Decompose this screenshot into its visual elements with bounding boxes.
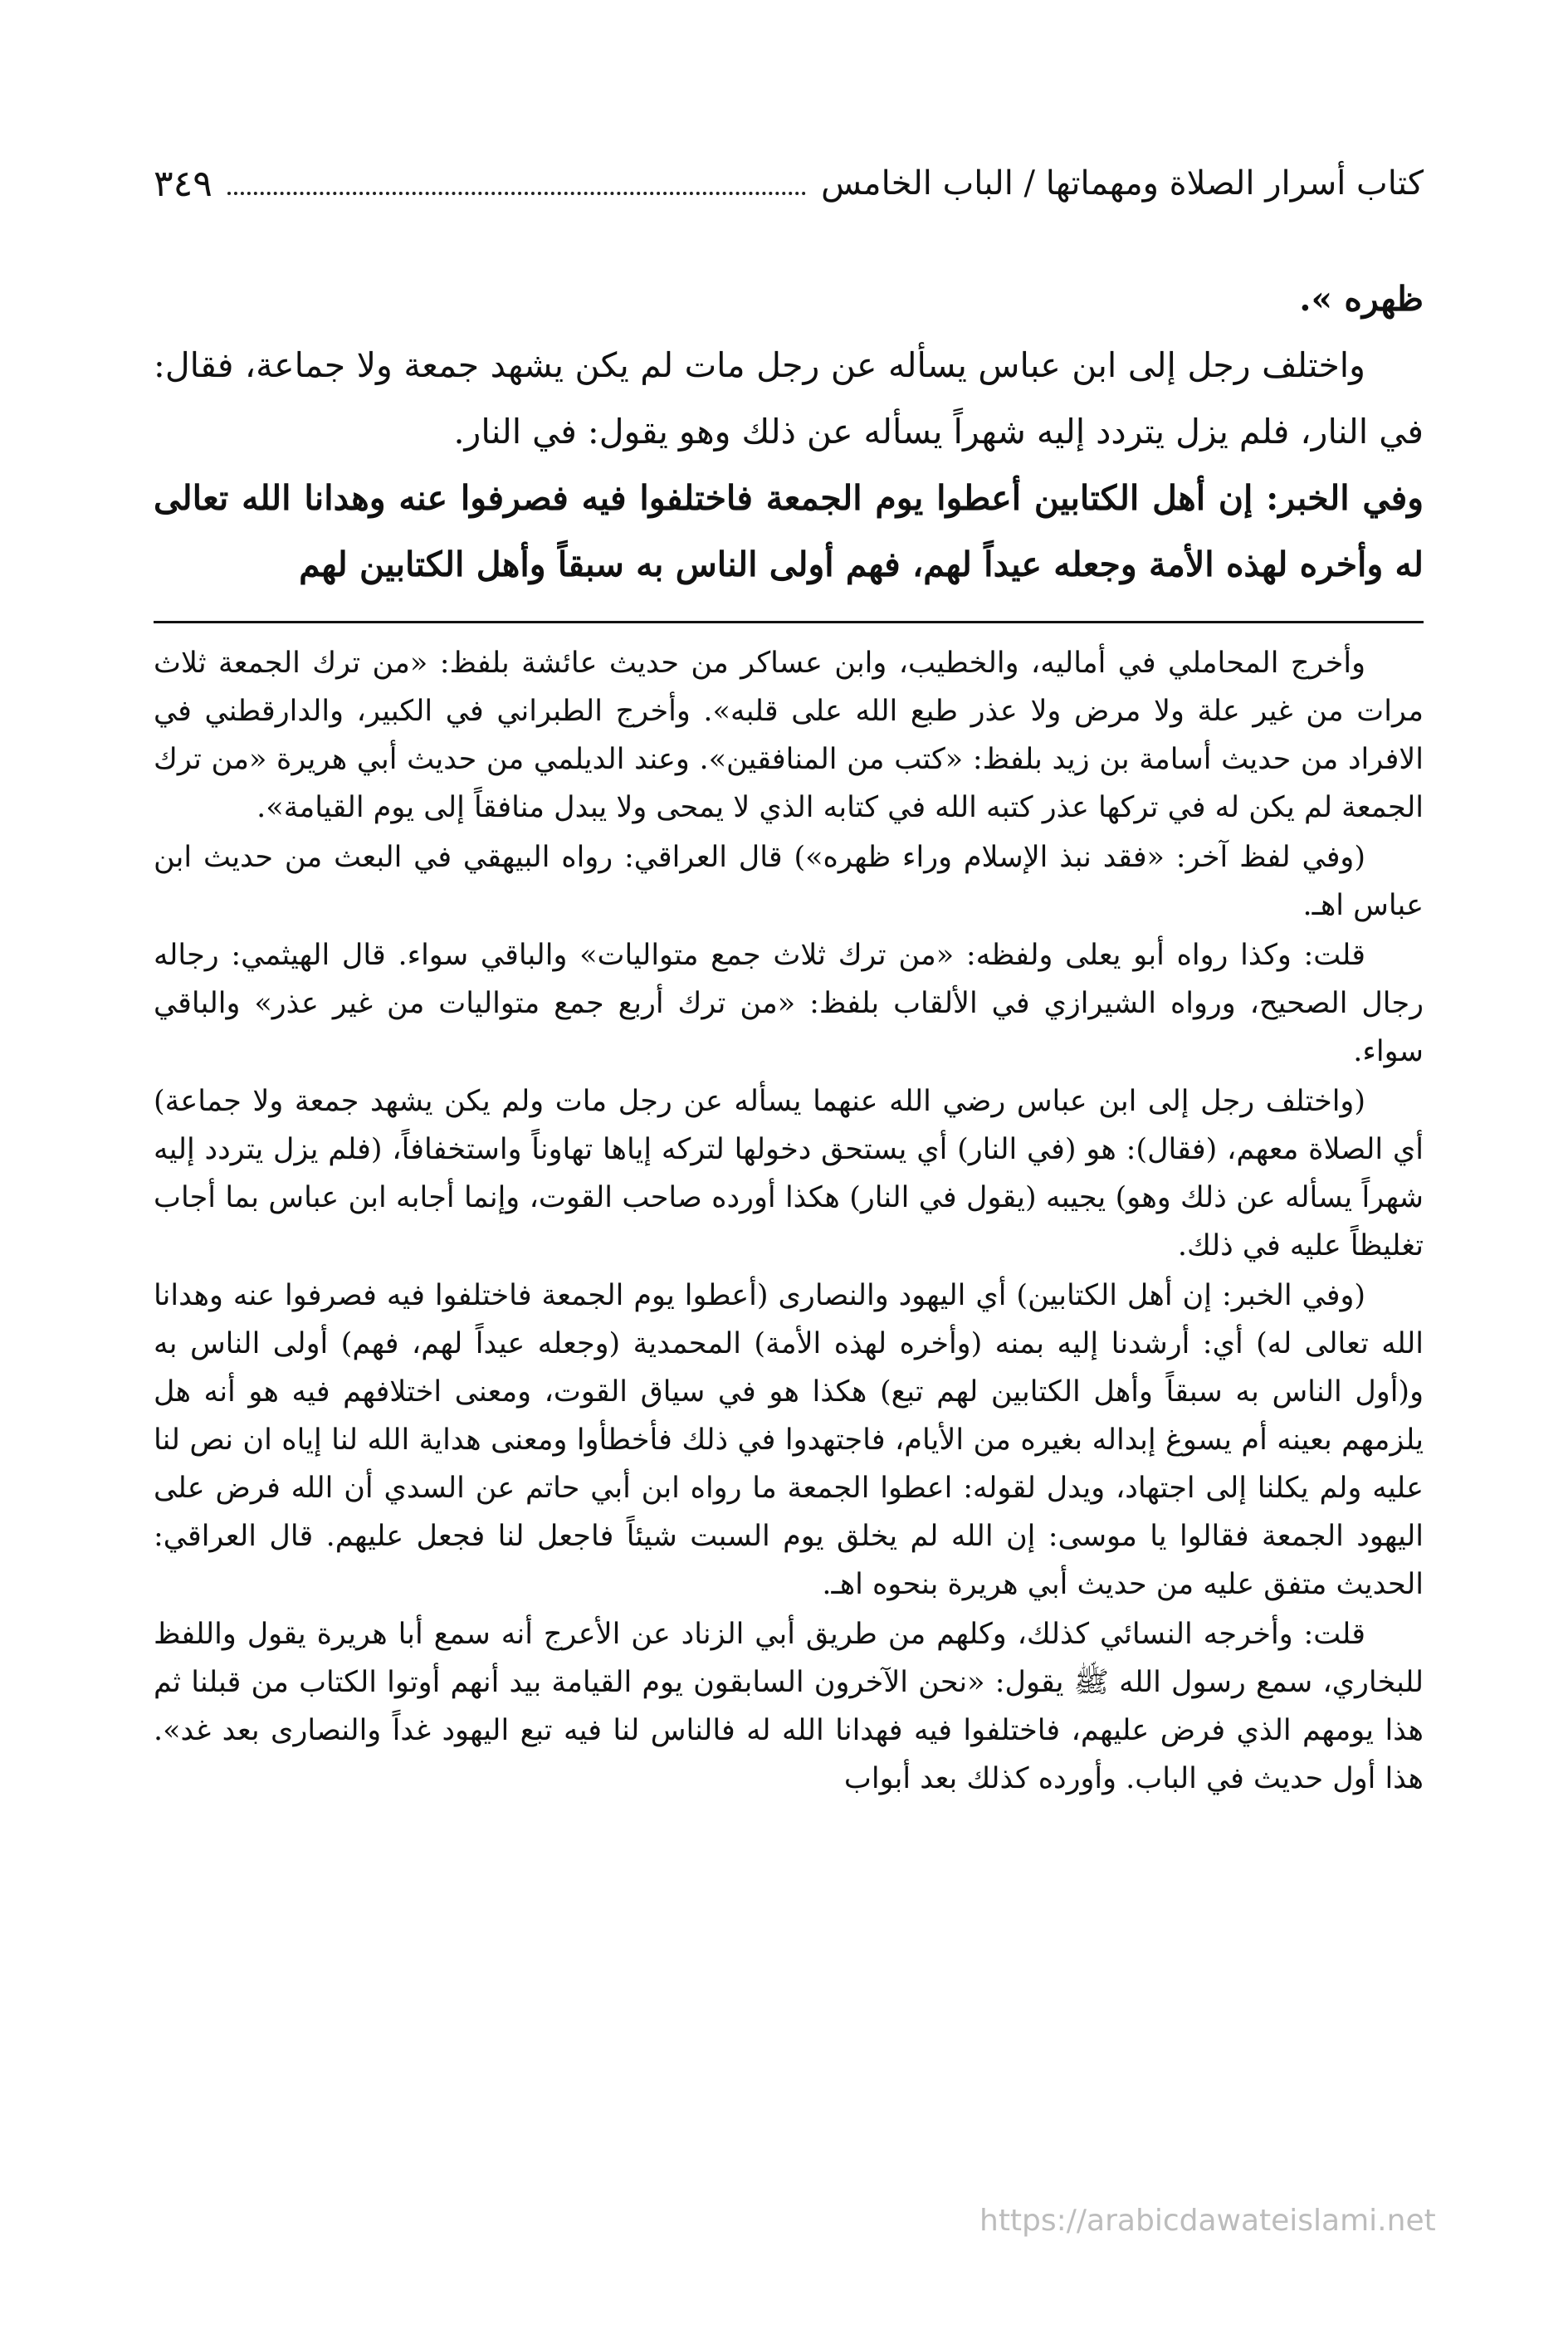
commentary-paragraph-6: قلت: وأخرجه النسائي كذلك، وكلهم من طريق أبي الزناد عن الأعرج أنه سمع أبا هريرة يقول واللفظ للبخاري، سمع رسول الله ﷺ يقول: «نحن الآخرون السابقون يوم القيامة بيد أنهم أوتوا الكتاب من قبلنا ثم هذا يومهم الذي فرض عليهم، فاختلفوا فيه فهدانا الله له فالناس لنا فيه تبع اليهود غداً والنصارى بعد غد». هذا أول حديث في الباب. وأورده كذلك بعد أبواب [154, 1618, 1424, 1795]
commentary-text [154, 639, 1424, 1804]
page-number: ٣٤٩ [154, 162, 212, 205]
footnote-separator-rule [154, 621, 1424, 623]
main-paragraph-1: ظهره ». [1299, 279, 1424, 319]
running-header [154, 154, 1424, 212]
commentary-paragraph-4: (واختلف رجل إلى ابن عباس رضي الله عنهما يسأله عن رجل مات ولم يكن يشهد جمعة ولا جماعة) أي الصلاة معهم، (فقال): هو (في النار) أي يستحق دخولها لتركه إياها تهاوناً واستخفافاً، (فلم يزل يتردد إليه شهراً يسأله عن ذلك وهو) يجيبه (يقول في النار) هكذا أورده صاحب القوت، وإنما أجابه ابن عباس بما أجاب تغليظاً عليه في ذلك. [154, 1085, 1424, 1262]
commentary-paragraph-1: وأخرج المحاملي في أماليه، والخطيب، وابن عساكر من حديث عائشة بلفظ: «من ترك الجمعة ثلاث مرات من غير علة ولا مرض ولا عذر طبع الله على قلبه». وأخرج الطبراني في الكبير، والدارقطني في الافراد من حديث أسامة بن زيد بلفظ: «كتب من المنافقين». وعند الديلمي من حديث أبي هريرة «من ترك الجمعة لم يكن له في تركها عذر كتبه الله في كتابه الذي لا يمحى ولا يبدل منافقاً إلى يوم القيامة». [154, 647, 1424, 824]
watermark-url: https://arabicdawateislami.net [979, 2204, 1436, 2238]
commentary-paragraph-5: (وفي الخبر: إن أهل الكتابين) أي اليهود والنصارى (أعطوا يوم الجمعة فاختلفوا فيه فصرفوا عنه وهدانا الله تعالى له) أي: أرشدنا إليه بمنه (وأخره لهذه الأمة) المحمدية (وجعله عيداً لهم، فهم) أولى الناس به و(أول الناس به سبقاً وأهل الكتابين لهم تبع) هكذا هو في سياق القوت، ومعنى اختلافهم فيه هو أنه هل يلزمهم بعينه أم يسوغ إبداله بغيره من الأيام، فاجتهدوا في ذلك فأخطأوا ومعنى هداية الله لنا إياه ان نص لنا عليه ولم يكلنا إلى اجتهاد، ويدل لقوله: اعطوا الجمعة ما رواه ابن أبي حاتم عن السدي أن الله فرض على اليهود الجمعة فقالوا يا موسى: إن الله لم يخلق يوم السبت شيئاً فاجعل لنا فجعل عليهم. قال العراقي: الحديث متفق عليه من حديث أبي هريرة بنحوه اهـ. [154, 1279, 1424, 1601]
header-leader-dots [227, 192, 806, 195]
commentary-paragraph-2: (وفي لفظ آخر: «فقد نبذ الإسلام وراء ظهره») قال العراقي: رواه البيهقي في البعث من حديث ابن عباس اهـ. [154, 841, 1424, 922]
main-paragraph-2: واختلف رجل إلى ابن عباس يسأله عن رجل مات لم يكن يشهد جمعة ولا جماعة، فقال: في النار، فلم يزل يتردد إليه شهراً يسأله عن ذلك وهو يقول: في النار. [154, 345, 1424, 452]
header-title: كتاب أسرار الصلاة ومهماتها / الباب الخامس [821, 164, 1424, 203]
commentary-paragraph-3: قلت: وكذا رواه أبو يعلى ولفظه: «من ترك ثلاث جمع متواليات» والباقي سواء. قال الهيثمي: رجاله رجال الصحيح، ورواه الشيرازي في الألقاب بلفظ: «من ترك أربع جمع متواليات من غير عذر» والباقي سواء. [154, 939, 1424, 1068]
main-paragraph-3: وفي الخبر: إن أهل الكتابين أعطوا يوم الجمعة فاختلفوا فيه فصرفوا عنه وهدانا الله تعالى له وأخره لهذه الأمة وجعله عيداً لهم، فهم أولى الناس به سبقاً وأهل الكتابين لهم [154, 478, 1424, 584]
main-text [154, 266, 1424, 598]
